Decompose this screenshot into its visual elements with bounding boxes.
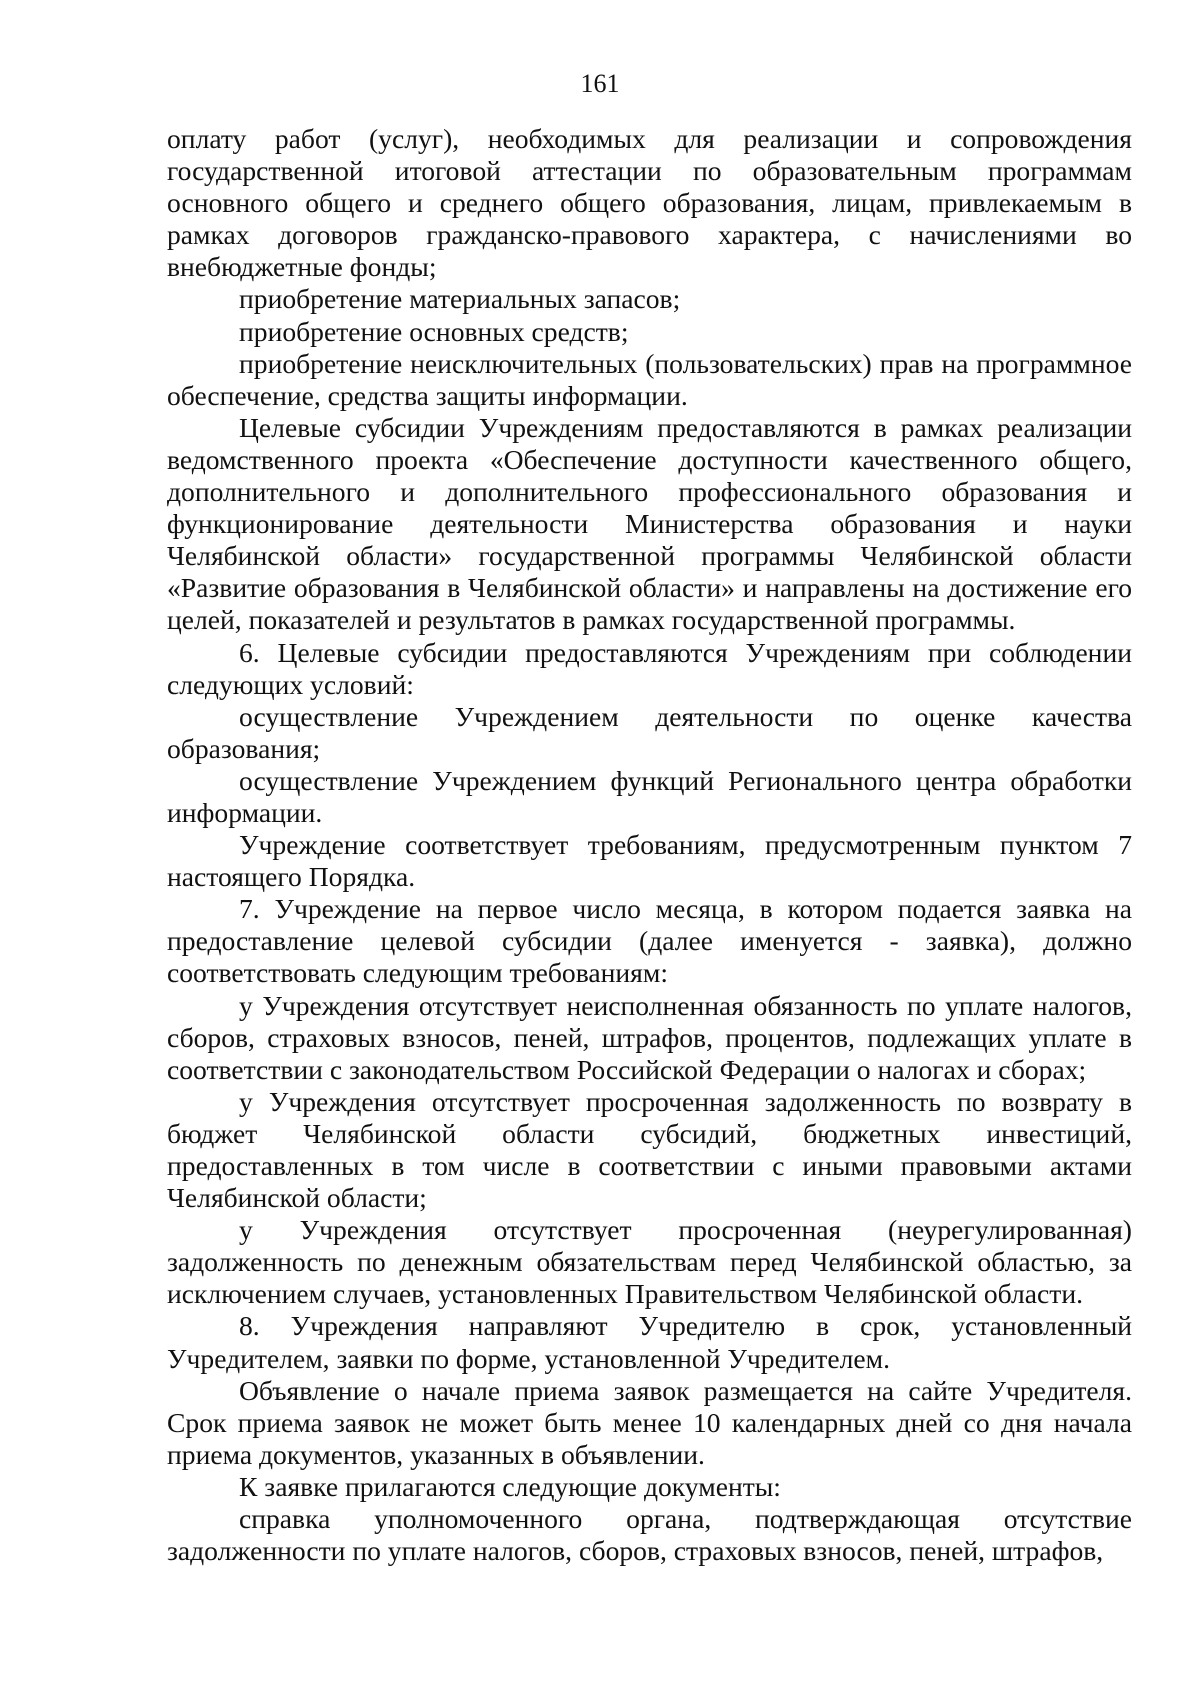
paragraph-attached-documents: К заявке прилагаются следующие документы: bbox=[239, 1470, 781, 1502]
paragraph-no-tax-debt: у Учреждения отсутствует неисполненная обязанность по уплате налогов, сборов, страховых взносов, пеней, штрафов, процентов, подлежащих уплате в соответствии с законодательством Российской Федерации о налогах и сборах; bbox=[167, 989, 1132, 1085]
paragraph-material-stocks: приобретение материальных запасов; bbox=[239, 283, 681, 315]
paragraph-condition-regional-center: осуществление Учреждением функций Регионального центра обработки информации. bbox=[167, 764, 1132, 828]
paragraph-clause-6: 6. Целевые субсидии предоставляются Учреждениям при соблюдении следующих условий: bbox=[167, 636, 1132, 700]
paragraph-continuation: оплату работ (услуг), необходимых для реализации и сопровождения государственной итоговой аттестации по образовательным программам основного общего и среднего общего образования, лицам, привлекаемым в рамках договоров гражданско-правового характера, с начислениями во внебюджетные фонды; bbox=[167, 123, 1132, 283]
paragraph-tax-authority-certificate: справка уполномоченного органа, подтверждающая отсутствие задолженности по уплате налогов, сборов, страховых взносов, пеней, штрафов, bbox=[167, 1503, 1132, 1567]
paragraph-no-overdue-budget-debt: у Учреждения отсутствует просроченная задолженность по возврату в бюджет Челябинской области субсидий, бюджетных инвестиций, предоставленных в том числе в соответствии с иными правовыми актами Челябинской области; bbox=[167, 1085, 1132, 1214]
paragraph-clause-8: 8. Учреждения направляют Учредителю в срок, установленный Учредителем, заявки по форме, установленной Учредителем. bbox=[167, 1310, 1132, 1374]
paragraph-requirements-reference: Учреждение соответствует требованиям, предусмотренным пунктом 7 настоящего Порядка. bbox=[167, 829, 1132, 893]
document-body bbox=[167, 123, 1132, 1567]
paragraph-no-monetary-obligation-debt: у Учреждения отсутствует просроченная (неурегулированная) задолженность по денежным обязательствам перед Челябинской областью, за исключением случаев, установленных Правительством Челябинской области. bbox=[167, 1214, 1132, 1310]
page-number: 161 bbox=[580, 69, 620, 98]
paragraph-clause-7: 7. Учреждение на первое число месяца, в котором подается заявка на предоставление целевой субсидии (далее именуется - заявка), должно соответствовать следующим требованиям: bbox=[167, 893, 1132, 989]
paragraph-software-rights: приобретение неисключительных (пользовательских) прав на программное обеспечение, средства защиты информации. bbox=[167, 347, 1132, 411]
paragraph-fixed-assets: приобретение основных средств; bbox=[239, 315, 629, 347]
paragraph-application-announcement: Объявление о начале приема заявок размещается на сайте Учредителя. Срок приема заявок не может быть менее 10 календарных дней со дня начала приема документов, указанных в объявлении. bbox=[167, 1374, 1132, 1470]
paragraph-condition-quality-assessment: осуществление Учреждением деятельности по оценке качества образования; bbox=[167, 700, 1132, 764]
paragraph-target-subsidies: Целевые субсидии Учреждениям предоставляются в рамках реализации ведомственного проекта «Обеспечение доступности качественного общего, дополнительного и дополнительного профессионального образования и функционирование деятельности Министерства образования и науки Челябинской области» государственной программы Челябинской области «Развитие образования в Челябинской области» и направлены на достижение его целей, показателей и результатов в рамках государственной программы. bbox=[167, 411, 1132, 636]
